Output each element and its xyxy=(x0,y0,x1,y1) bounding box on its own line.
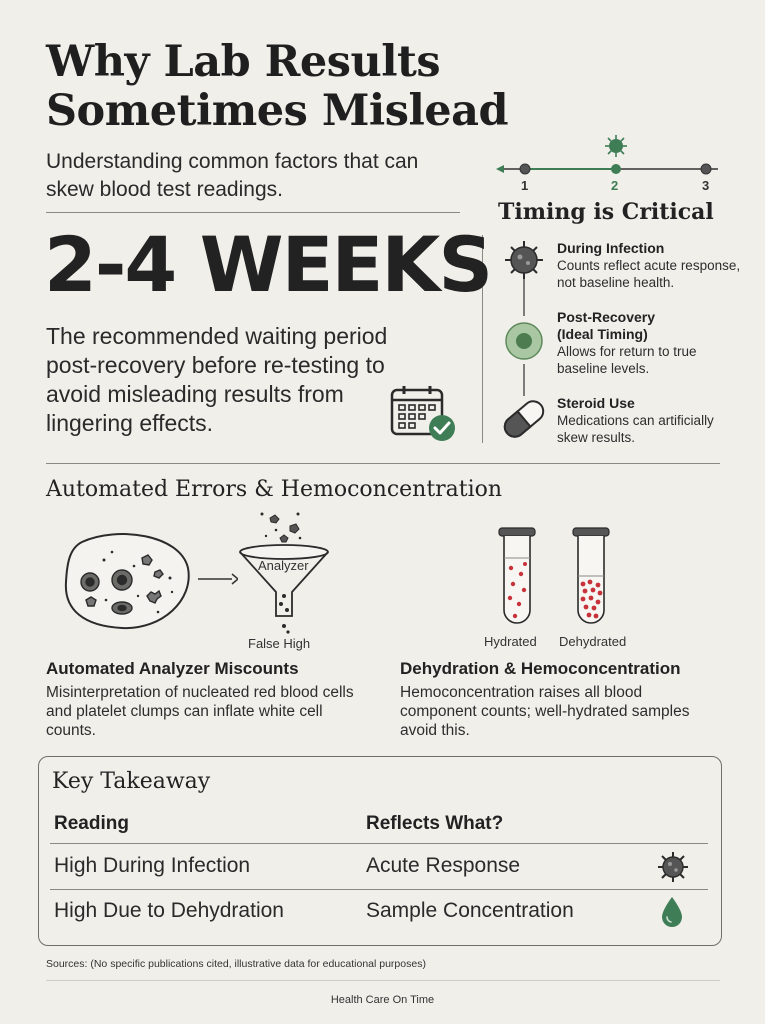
timeline-item-heading: Steroid Use xyxy=(557,395,635,411)
divider-middle xyxy=(46,463,720,464)
subtitle: Understanding common factors that can skew blood test readings. xyxy=(46,150,419,201)
timeline-items-graphic xyxy=(500,236,550,446)
analyzer-miscounts-heading: Automated Analyzer Miscounts xyxy=(46,659,299,678)
reading-cell: High During Infection xyxy=(54,854,251,877)
column-header-reflects: Reflects What? xyxy=(366,813,504,834)
blood-smear-icon xyxy=(62,530,192,632)
hydrated-label: Hydrated xyxy=(484,634,537,649)
virus-icon xyxy=(655,849,691,885)
sources-note: Sources: (No specific publications cited, illustrative data for educational purposes) xyxy=(46,958,426,970)
divider-left xyxy=(46,212,460,213)
arrow-right-icon xyxy=(198,572,238,586)
false-high-label: False High xyxy=(248,636,311,651)
timeline-graphic xyxy=(494,130,730,180)
title-line-1: Why Lab Results xyxy=(46,37,441,87)
test-tubes-icon xyxy=(495,524,615,632)
footer-divider xyxy=(46,980,720,981)
analyzer-label: Analyzer xyxy=(258,558,309,573)
hero-description: The recommended waiting period post-recovery before re-testing to avoid misleading results from lingering effects. xyxy=(46,323,388,436)
key-takeaway-title: Key Takeaway xyxy=(52,769,211,794)
timeline-number-3: 3 xyxy=(702,178,710,193)
section-title-errors: Automated Errors & Hemoconcentration xyxy=(46,477,503,502)
timeline-item-2 xyxy=(557,309,697,377)
timeline-number-1: 1 xyxy=(521,178,529,193)
timeline-item-text: Medications can artificially skew results. xyxy=(557,413,714,445)
timeline-title: Timing is Critical xyxy=(498,199,714,225)
timeline-item-text: Allows for return to true baseline levels. xyxy=(557,344,697,376)
timeline-item-heading: During Infection xyxy=(557,240,665,256)
dehydrated-tube-icon xyxy=(573,528,609,623)
timeline-item-3 xyxy=(557,395,727,446)
table-divider xyxy=(50,889,708,890)
reflects-cell: Sample Concentration xyxy=(366,899,574,922)
footer-brand: Health Care On Time xyxy=(330,994,435,1006)
dehydrated-label: Dehydrated xyxy=(559,634,627,649)
hemoconcentration-heading: Dehydration & Hemoconcentration xyxy=(400,659,681,678)
analyzer-miscounts-block xyxy=(46,659,366,740)
healthy-cell-icon xyxy=(506,323,542,359)
virus-icon xyxy=(605,135,627,157)
reading-cell: High Due to Dehydration xyxy=(54,899,284,922)
pill-capsule-icon xyxy=(501,397,548,441)
timeline-number-2: 2 xyxy=(611,178,619,193)
analyzer-miscounts-text: Misinterpretation of nucleated red blood cells and platelet clumps can inflate white cell counts. xyxy=(46,684,354,739)
column-header-reading: Reading xyxy=(54,813,129,834)
page-title xyxy=(46,38,516,136)
virus-icon xyxy=(505,241,543,279)
table-divider xyxy=(50,843,708,844)
hemoconcentration-block xyxy=(400,659,720,740)
water-drop-icon xyxy=(660,895,684,929)
hemoconcentration-text: Hemoconcentration raises all blood component counts; well-hydrated samples avoid this. xyxy=(400,684,690,739)
calendar-check-icon xyxy=(388,384,460,444)
hydrated-tube-icon xyxy=(499,528,535,623)
hero-stat: 2-4 WEEKS xyxy=(44,220,492,309)
timeline-item-heading: Post-Recovery (Ideal Timing) xyxy=(557,309,656,342)
timeline-item-text: Counts reflect acute response, not baseline health. xyxy=(557,258,741,290)
timeline-item-1 xyxy=(557,240,757,291)
title-line-2: Sometimes Mislead xyxy=(46,86,509,136)
reflects-cell: Acute Response xyxy=(366,854,521,877)
